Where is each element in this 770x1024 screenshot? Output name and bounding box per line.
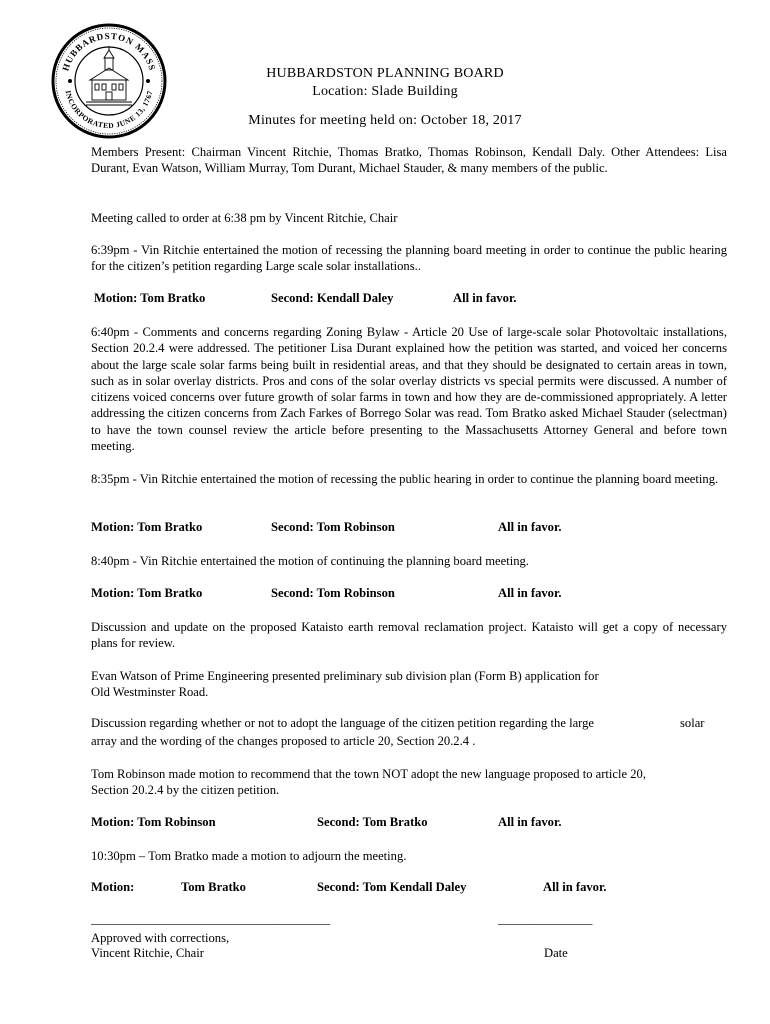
- town-seal: [50, 22, 168, 140]
- members-present: Members Present: Chairman Vincent Ritchie, Thomas Bratko, Thomas Robinson, Kendall Daly. Other Attendees: Lisa Durant, Evan Watson, William Murray, Tom Durant, Michael Stauder, & many members of the public.: [91, 145, 727, 176]
- svg-text:HUBBARDSTON MASS: HUBBARDSTON MASS: [60, 30, 158, 73]
- motion-by: Tom Bratko: [181, 880, 246, 894]
- svg-text:INCORPORATED JUNE 13, 1767: INCORPORATED JUNE 13, 1767: [63, 89, 155, 131]
- signature-labels: [91, 946, 731, 962]
- evan-watson-line-2: Old Westminster Road.: [91, 685, 209, 699]
- petition-discussion-line-2: array and the wording of the changes proposed to article 20, Section 20.2.4 .: [91, 734, 476, 748]
- called-to-order: Meeting called to order at 6:38 pm by Vincent Ritchie, Chair: [91, 211, 398, 225]
- motion-second: Second: Tom Robinson: [271, 520, 395, 534]
- entry-835pm: 8:35pm - Vin Ritchie entertained the motion of recessing the public hearing in order to continue the planning board meeting.: [91, 472, 719, 486]
- motion-vote: All in favor.: [453, 291, 517, 305]
- entry-1030pm: 10:30pm – Tom Bratko made a motion to adjourn the meeting.: [91, 849, 407, 863]
- motion-vote: All in favor.: [498, 520, 562, 534]
- motion-by: Motion: Tom Bratko: [91, 586, 203, 600]
- approved-note: Approved with corrections,: [91, 931, 230, 945]
- entry-640pm: 6:40pm - Comments and concerns regarding Zoning Bylaw - Article 20 Use of large-scale solar Photovoltaic installations, Section 20.2.4 were addressed. The petitioner Lisa Durant explained how the petition was started, and voiced her concerns about the large scale solar farms being built in residential areas, and that they should be designated to certain areas in town, such as in solar overlay districts. Pros and cons of the solar overlay districts vs special permits were discussed. A number of citizens voiced concerns over future growth of solar farms in town and how they are de-commissioned appropriately. A letter addressing the citizen concerns from Zach Farkes of Borrego Solar was read. Tom Bratko asked Michael Stauder (selectman) to have the town counsel review the article before presenting to the Massachusetts Attorney General and before town meeting.: [91, 325, 727, 454]
- motion-second: Second: Kendall Daley: [271, 291, 394, 305]
- motion-row-4: [91, 815, 731, 831]
- motion-by: Motion: Tom Bratko: [91, 520, 203, 534]
- tom-robinson-motion-line-1: Tom Robinson made motion to recommend that the town NOT adopt the new language proposed to article 20,: [91, 767, 646, 781]
- motion-vote: All in favor.: [498, 586, 562, 600]
- tom-robinson-motion-line-2: Section 20.2.4 by the citizen petition.: [91, 783, 280, 797]
- chair-name: Vincent Ritchie, Chair: [91, 946, 204, 960]
- motion-row-2: [91, 520, 731, 536]
- motion-second: Second: Tom Kendall Daley: [317, 880, 467, 894]
- date-label: Date: [544, 946, 568, 960]
- board-title: HUBBARDSTON PLANNING BOARD: [266, 66, 504, 81]
- signature-lines: [91, 912, 731, 928]
- kataisto-discussion: Discussion and update on the proposed Kataisto earth removal reclamation project. Kataisto will get a copy of necessary plans for review.: [91, 620, 727, 651]
- signature-line: ______________________________________: [91, 912, 331, 926]
- entry-840pm: 8:40pm - Vin Ritchie entertained the motion of continuing the planning board meeting.: [91, 554, 529, 568]
- motion-vote: All in favor.: [543, 880, 607, 894]
- motion-vote: All in favor.: [498, 815, 562, 829]
- motion-second: Second: Tom Bratko: [317, 815, 428, 829]
- date-line: _______________: [498, 912, 593, 926]
- petition-discussion-line-1: Discussion regarding whether or not to adopt the language of the citizen petition regarding the large solar: [91, 716, 705, 730]
- evan-watson-line-1: Evan Watson of Prime Engineering presented preliminary sub division plan (Form B) application for: [91, 669, 599, 683]
- motion-row-3: [91, 586, 731, 602]
- meeting-date: Minutes for meeting held on: October 18, 2017: [248, 113, 522, 128]
- meeting-location: Location: Slade Building: [312, 84, 458, 99]
- motion-label: Motion:: [91, 880, 135, 894]
- entry-639pm: 6:39pm - Vin Ritchie entertained the motion of recessing the planning board meeting in order to continue the public hearing for the citizen’s petition regarding Large scale solar installations..: [91, 243, 727, 274]
- motion-by: Motion: Tom Bratko: [94, 291, 206, 305]
- motion-row-1: [91, 291, 731, 307]
- building-icon: [86, 46, 132, 105]
- motion-row-5: [91, 880, 731, 896]
- motion-by: Motion: Tom Robinson: [91, 815, 216, 829]
- motion-second: Second: Tom Robinson: [271, 586, 395, 600]
